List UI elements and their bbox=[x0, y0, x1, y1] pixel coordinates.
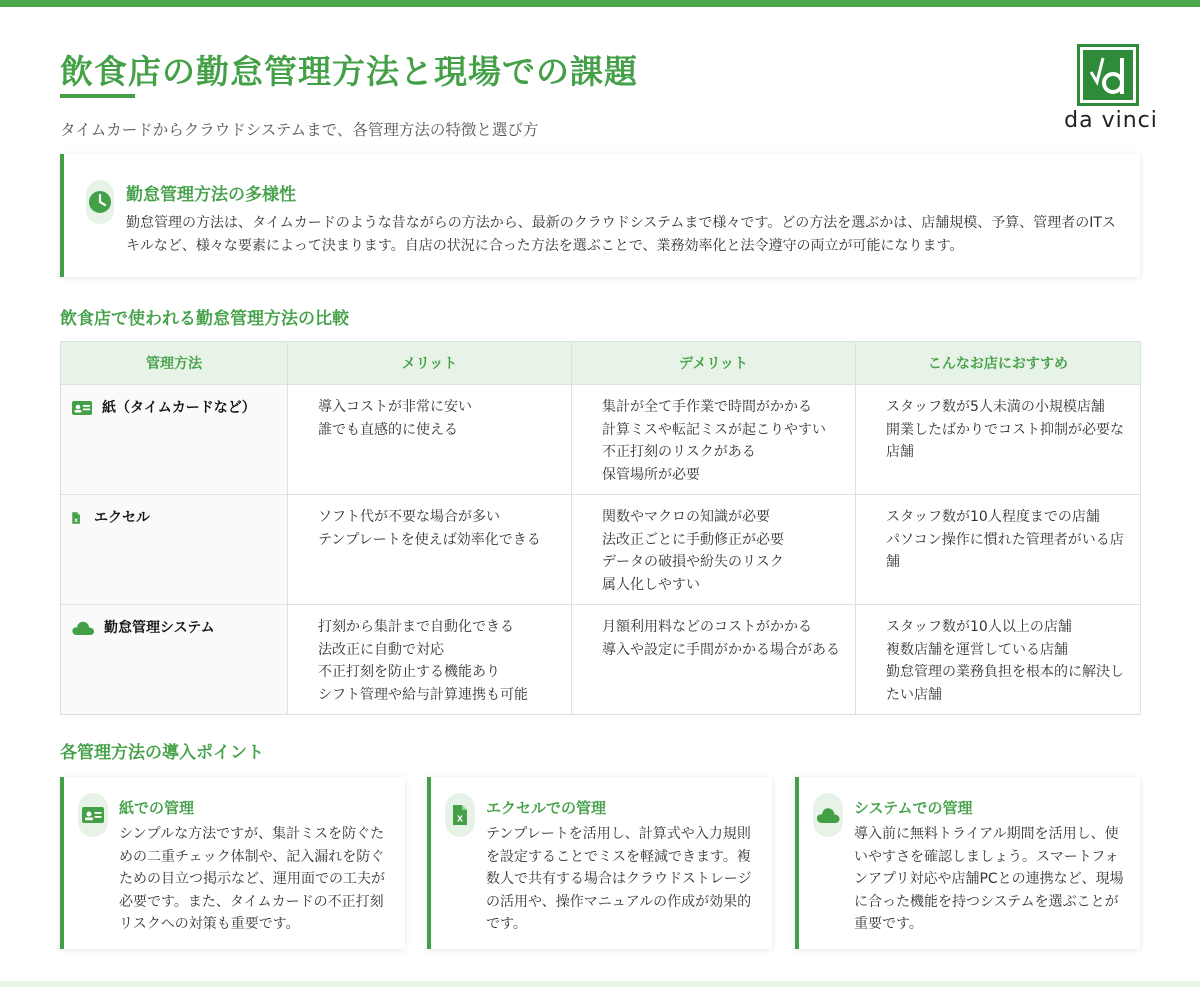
merit-item: シフト管理や給与計算連携も可能 bbox=[318, 686, 528, 703]
recommended-item: 勤怠管理の業務負担を根本的に解決したい店舗 bbox=[886, 664, 1124, 703]
comparison-heading: 飲食店で使われる勤怠管理方法の比較 bbox=[60, 309, 349, 329]
demerits-cell bbox=[572, 605, 856, 715]
table-row bbox=[61, 385, 1141, 495]
merit-item: 打刻から集計まで自動化できる bbox=[318, 619, 514, 635]
point-card-title: 紙での管理 bbox=[119, 799, 195, 817]
column-header-method: 管理方法 bbox=[61, 342, 288, 385]
demerit-item: データの破損や紛失のリスク bbox=[602, 554, 784, 570]
merit-item: ソフト代が不要な場合が多い bbox=[318, 509, 500, 525]
point-card-body: 導入前に無料トライアル期間を活用し、使いやすさを確認しましょう。スマートフォンアプリ対応や店舗PCとの連携など、現場に合った機能を持つシステムを選ぶことが重要です。 bbox=[854, 826, 1124, 932]
demerits-cell bbox=[572, 495, 856, 605]
demerit-item: 計算ミスや転記ミスが起こりやすい bbox=[602, 421, 826, 438]
cloud-icon bbox=[71, 619, 95, 637]
page-title: 飲食店の勤怠管理方法と現場での課題 bbox=[60, 52, 638, 91]
clock-icon bbox=[86, 180, 114, 224]
bottom-accent-bar bbox=[0, 981, 1200, 987]
excel-file-icon bbox=[449, 805, 471, 825]
method-name: エクセル bbox=[94, 510, 150, 526]
points-heading: 各管理方法の導入ポイント bbox=[60, 743, 264, 763]
recommended-item: スタッフ数が10人以上の店舗 bbox=[886, 619, 1072, 635]
point-card-paper bbox=[60, 777, 405, 949]
recommended-item: スタッフ数が5人未満の小規模店舗 bbox=[886, 399, 1105, 415]
intro-box bbox=[60, 154, 1140, 277]
intro-body: 勤怠管理の方法は、タイムカードのような昔ながらの方法から、最新のクラウドシステムまで様々です。どの方法を選ぶかは、店舗規模、予算、管理者のITスキルなど、様々な要素によって決まります。自店の状況に合った方法を選ぶことで、業務効率化と法令遵守の両立が可能になります。 bbox=[126, 215, 1116, 254]
demerit-item: 導入や設定に手間がかかる場合がある bbox=[602, 641, 840, 658]
recommended-item: スタッフ数が10人程度までの店舗 bbox=[886, 509, 1100, 525]
demerits-cell bbox=[572, 385, 856, 495]
svg-text:X: X bbox=[456, 814, 464, 824]
table-row bbox=[61, 605, 1141, 715]
logo-text: da vinci bbox=[1064, 108, 1158, 133]
recommended-cell bbox=[856, 605, 1141, 715]
merit-item: 法改正に自動で対応 bbox=[318, 641, 444, 658]
merit-item: テンプレートを使えば効率化できる bbox=[318, 531, 541, 548]
merits-cell bbox=[288, 605, 572, 715]
intro-heading: 勤怠管理方法の多様性 bbox=[126, 185, 296, 205]
recommended-item: 複数店舗を運営している店舗 bbox=[886, 641, 1068, 658]
comparison-table bbox=[60, 341, 1141, 715]
excel-file-icon bbox=[71, 509, 85, 527]
id-card-icon bbox=[82, 805, 104, 825]
column-header-demerits: デメリット bbox=[572, 342, 856, 385]
method-cell bbox=[61, 385, 288, 495]
recommended-item: 開業したばかりでコスト抑制が必要な店舗 bbox=[886, 421, 1124, 460]
svg-text:X: X bbox=[74, 519, 78, 525]
point-card-body: テンプレートを活用し、計算式や入力規則を設定することでミスを軽減できます。複数人で共有する場合はクラウドストレージの活用や、操作マニュアルの作成が効果的です。 bbox=[486, 826, 752, 932]
id-card-icon bbox=[71, 399, 93, 417]
logo-mark bbox=[1077, 44, 1139, 106]
column-header-merits: メリット bbox=[288, 342, 572, 385]
merit-item: 不正打刻を防止する機能あり bbox=[318, 664, 500, 680]
method-name: 紙（タイムカードなど） bbox=[102, 400, 256, 416]
merit-item: 誰でも直感的に使える bbox=[318, 421, 458, 438]
davinci-logo bbox=[1063, 44, 1159, 136]
demerit-item: 法改正ごとに手動修正が必要 bbox=[602, 531, 784, 548]
demerit-item: 関数やマクロの知識が必要 bbox=[602, 509, 770, 525]
demerit-item: 属人化しやすい bbox=[602, 576, 700, 593]
demerit-item: 月額利用料などのコストがかかる bbox=[602, 619, 812, 635]
table-row bbox=[61, 495, 1141, 605]
title-underline bbox=[60, 94, 135, 98]
method-cell bbox=[61, 605, 288, 715]
column-header-recommended: こんなお店におすすめ bbox=[856, 342, 1141, 385]
demerit-item: 保管場所が必要 bbox=[602, 466, 700, 483]
table-header-row bbox=[61, 342, 1141, 385]
demerit-item: 集計が全て手作業で時間がかかる bbox=[602, 399, 812, 415]
demerit-item: 不正打刻のリスクがある bbox=[602, 444, 756, 460]
merits-cell bbox=[288, 495, 572, 605]
method-name: 勤怠管理システム bbox=[104, 620, 215, 636]
recommended-cell bbox=[856, 495, 1141, 605]
cloud-icon bbox=[816, 805, 840, 825]
recommended-item: パソコン操作に慣れた管理者がいる店舗 bbox=[886, 531, 1124, 570]
point-card-system bbox=[795, 777, 1140, 949]
method-cell bbox=[61, 495, 288, 605]
point-card-title: システムでの管理 bbox=[854, 799, 973, 817]
point-card-title: エクセルでの管理 bbox=[486, 799, 607, 817]
point-card-body: シンプルな方法ですが、集計ミスを防ぐための二重チェック体制や、記入漏れを防ぐための目立つ掲示など、運用面での工夫が必要です。また、タイムカードの不正打刻リスクへの対策も重要です。 bbox=[119, 826, 385, 932]
merit-item: 導入コストが非常に安い bbox=[318, 399, 472, 415]
recommended-cell bbox=[856, 385, 1141, 495]
point-card-excel bbox=[427, 777, 772, 949]
top-accent-bar bbox=[0, 0, 1200, 7]
page-subtitle: タイムカードからクラウドシステムまで、各管理方法の特徴と選び方 bbox=[60, 121, 539, 139]
merits-cell bbox=[288, 385, 572, 495]
